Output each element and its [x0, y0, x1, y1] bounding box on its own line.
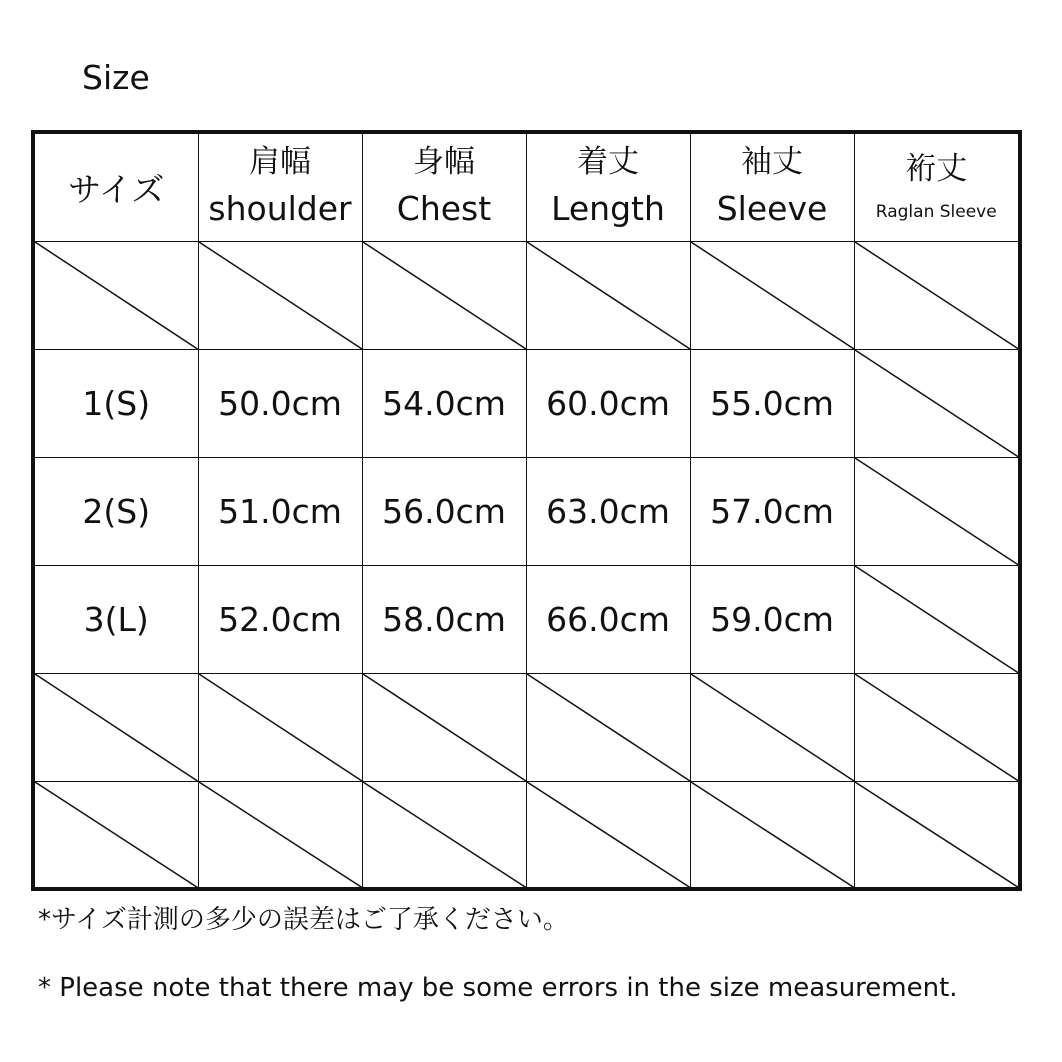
empty-cell-slash	[691, 242, 854, 349]
empty-cell-slash	[855, 782, 1019, 888]
empty-cell-slash	[691, 674, 854, 781]
table-row	[33, 457, 1020, 565]
table-row	[33, 565, 1020, 673]
empty-cell-slash	[35, 782, 198, 888]
measurement-cell	[198, 349, 362, 457]
header-sleeve-jp: 袖丈	[741, 144, 803, 181]
note-english: * Please note that there may be some errors in the size measurement.	[38, 973, 958, 1003]
measurement-cell	[690, 673, 854, 781]
measurement-value: 66.0cm	[546, 599, 670, 639]
size-cell	[33, 673, 198, 781]
header-length-jp: 着丈	[577, 144, 639, 181]
empty-cell-slash	[363, 782, 526, 888]
size-cell	[33, 457, 198, 565]
header-length	[526, 132, 690, 241]
size-cell	[33, 349, 198, 457]
header-chest-en: Chest	[396, 189, 492, 229]
page-title: Size	[82, 58, 150, 97]
empty-cell-slash	[691, 782, 854, 888]
measurement-cell	[854, 349, 1020, 457]
measurement-value: 59.0cm	[710, 599, 834, 639]
empty-cell-slash	[35, 674, 198, 781]
note-japanese: *サイズ計測の多少の誤差はご了承ください。	[38, 905, 569, 935]
measurement-cell	[690, 781, 854, 889]
measurement-cell	[198, 241, 362, 349]
measurement-cell	[690, 349, 854, 457]
measurement-cell	[854, 673, 1020, 781]
measurement-cell	[362, 781, 526, 889]
header-raglan-sleeve	[854, 132, 1020, 241]
measurement-cell	[690, 565, 854, 673]
measurement-value: 50.0cm	[218, 383, 342, 423]
empty-cell-slash	[527, 674, 690, 781]
header-raglan-sleeve-en: Raglan Sleeve	[875, 202, 997, 223]
empty-cell-slash	[527, 242, 690, 349]
table-row	[33, 241, 1020, 349]
empty-cell-slash	[855, 566, 1019, 673]
measurement-cell	[690, 241, 854, 349]
measurement-cell	[362, 565, 526, 673]
table-row	[33, 349, 1020, 457]
measurement-value: 51.0cm	[218, 491, 342, 531]
measurement-cell	[198, 457, 362, 565]
measurement-value: 58.0cm	[382, 599, 506, 639]
header-length-en: Length	[551, 189, 665, 229]
size-cell	[33, 241, 198, 349]
measurement-cell	[198, 565, 362, 673]
header-raglan-sleeve-jp: 裄丈	[905, 151, 968, 188]
measurement-cell	[198, 781, 362, 889]
measurement-cell	[526, 349, 690, 457]
measurement-value: 56.0cm	[382, 491, 506, 531]
table-row	[33, 673, 1020, 781]
measurement-cell	[854, 781, 1020, 889]
empty-cell-slash	[363, 674, 526, 781]
size-table	[31, 130, 1022, 891]
header-shoulder	[198, 132, 362, 241]
size-cell	[33, 565, 198, 673]
measurement-value: 54.0cm	[382, 383, 506, 423]
measurement-value: 52.0cm	[218, 599, 342, 639]
empty-cell-slash	[855, 242, 1019, 349]
measurement-cell	[526, 673, 690, 781]
measurement-cell	[362, 457, 526, 565]
header-shoulder-en: shoulder	[208, 189, 352, 229]
header-size-label: サイズ	[68, 169, 165, 209]
empty-cell-slash	[199, 782, 362, 888]
table-body	[33, 241, 1020, 889]
measurement-cell	[362, 349, 526, 457]
empty-cell-slash	[527, 782, 690, 888]
measurement-cell	[198, 673, 362, 781]
header-sleeve-en: Sleeve	[716, 189, 828, 229]
measurement-cell	[362, 673, 526, 781]
size-cell	[33, 781, 198, 889]
size-label: 1(S)	[82, 383, 151, 423]
measurement-cell	[526, 781, 690, 889]
measurement-value: 60.0cm	[546, 383, 670, 423]
measurement-cell	[526, 241, 690, 349]
header-size	[33, 132, 198, 241]
measurement-cell	[854, 241, 1020, 349]
empty-cell-slash	[35, 242, 198, 349]
table-row	[33, 781, 1020, 889]
empty-cell-slash	[855, 674, 1019, 781]
empty-cell-slash	[363, 242, 526, 349]
measurement-cell	[854, 565, 1020, 673]
header-chest-jp: 身幅	[413, 144, 475, 181]
size-label: 3(L)	[83, 599, 149, 639]
empty-cell-slash	[199, 242, 362, 349]
table-header-row	[33, 132, 1020, 241]
empty-cell-slash	[855, 458, 1019, 565]
measurement-cell	[526, 565, 690, 673]
measurement-cell	[854, 457, 1020, 565]
header-chest	[362, 132, 526, 241]
header-sleeve	[690, 132, 854, 241]
measurement-value: 55.0cm	[710, 383, 834, 423]
header-shoulder-jp: 肩幅	[249, 144, 311, 181]
measurement-cell	[690, 457, 854, 565]
measurement-value: 57.0cm	[710, 491, 834, 531]
measurement-cell	[526, 457, 690, 565]
empty-cell-slash	[199, 674, 362, 781]
empty-cell-slash	[855, 350, 1019, 457]
size-label: 2(S)	[82, 491, 151, 531]
measurement-value: 63.0cm	[546, 491, 670, 531]
measurement-cell	[362, 241, 526, 349]
